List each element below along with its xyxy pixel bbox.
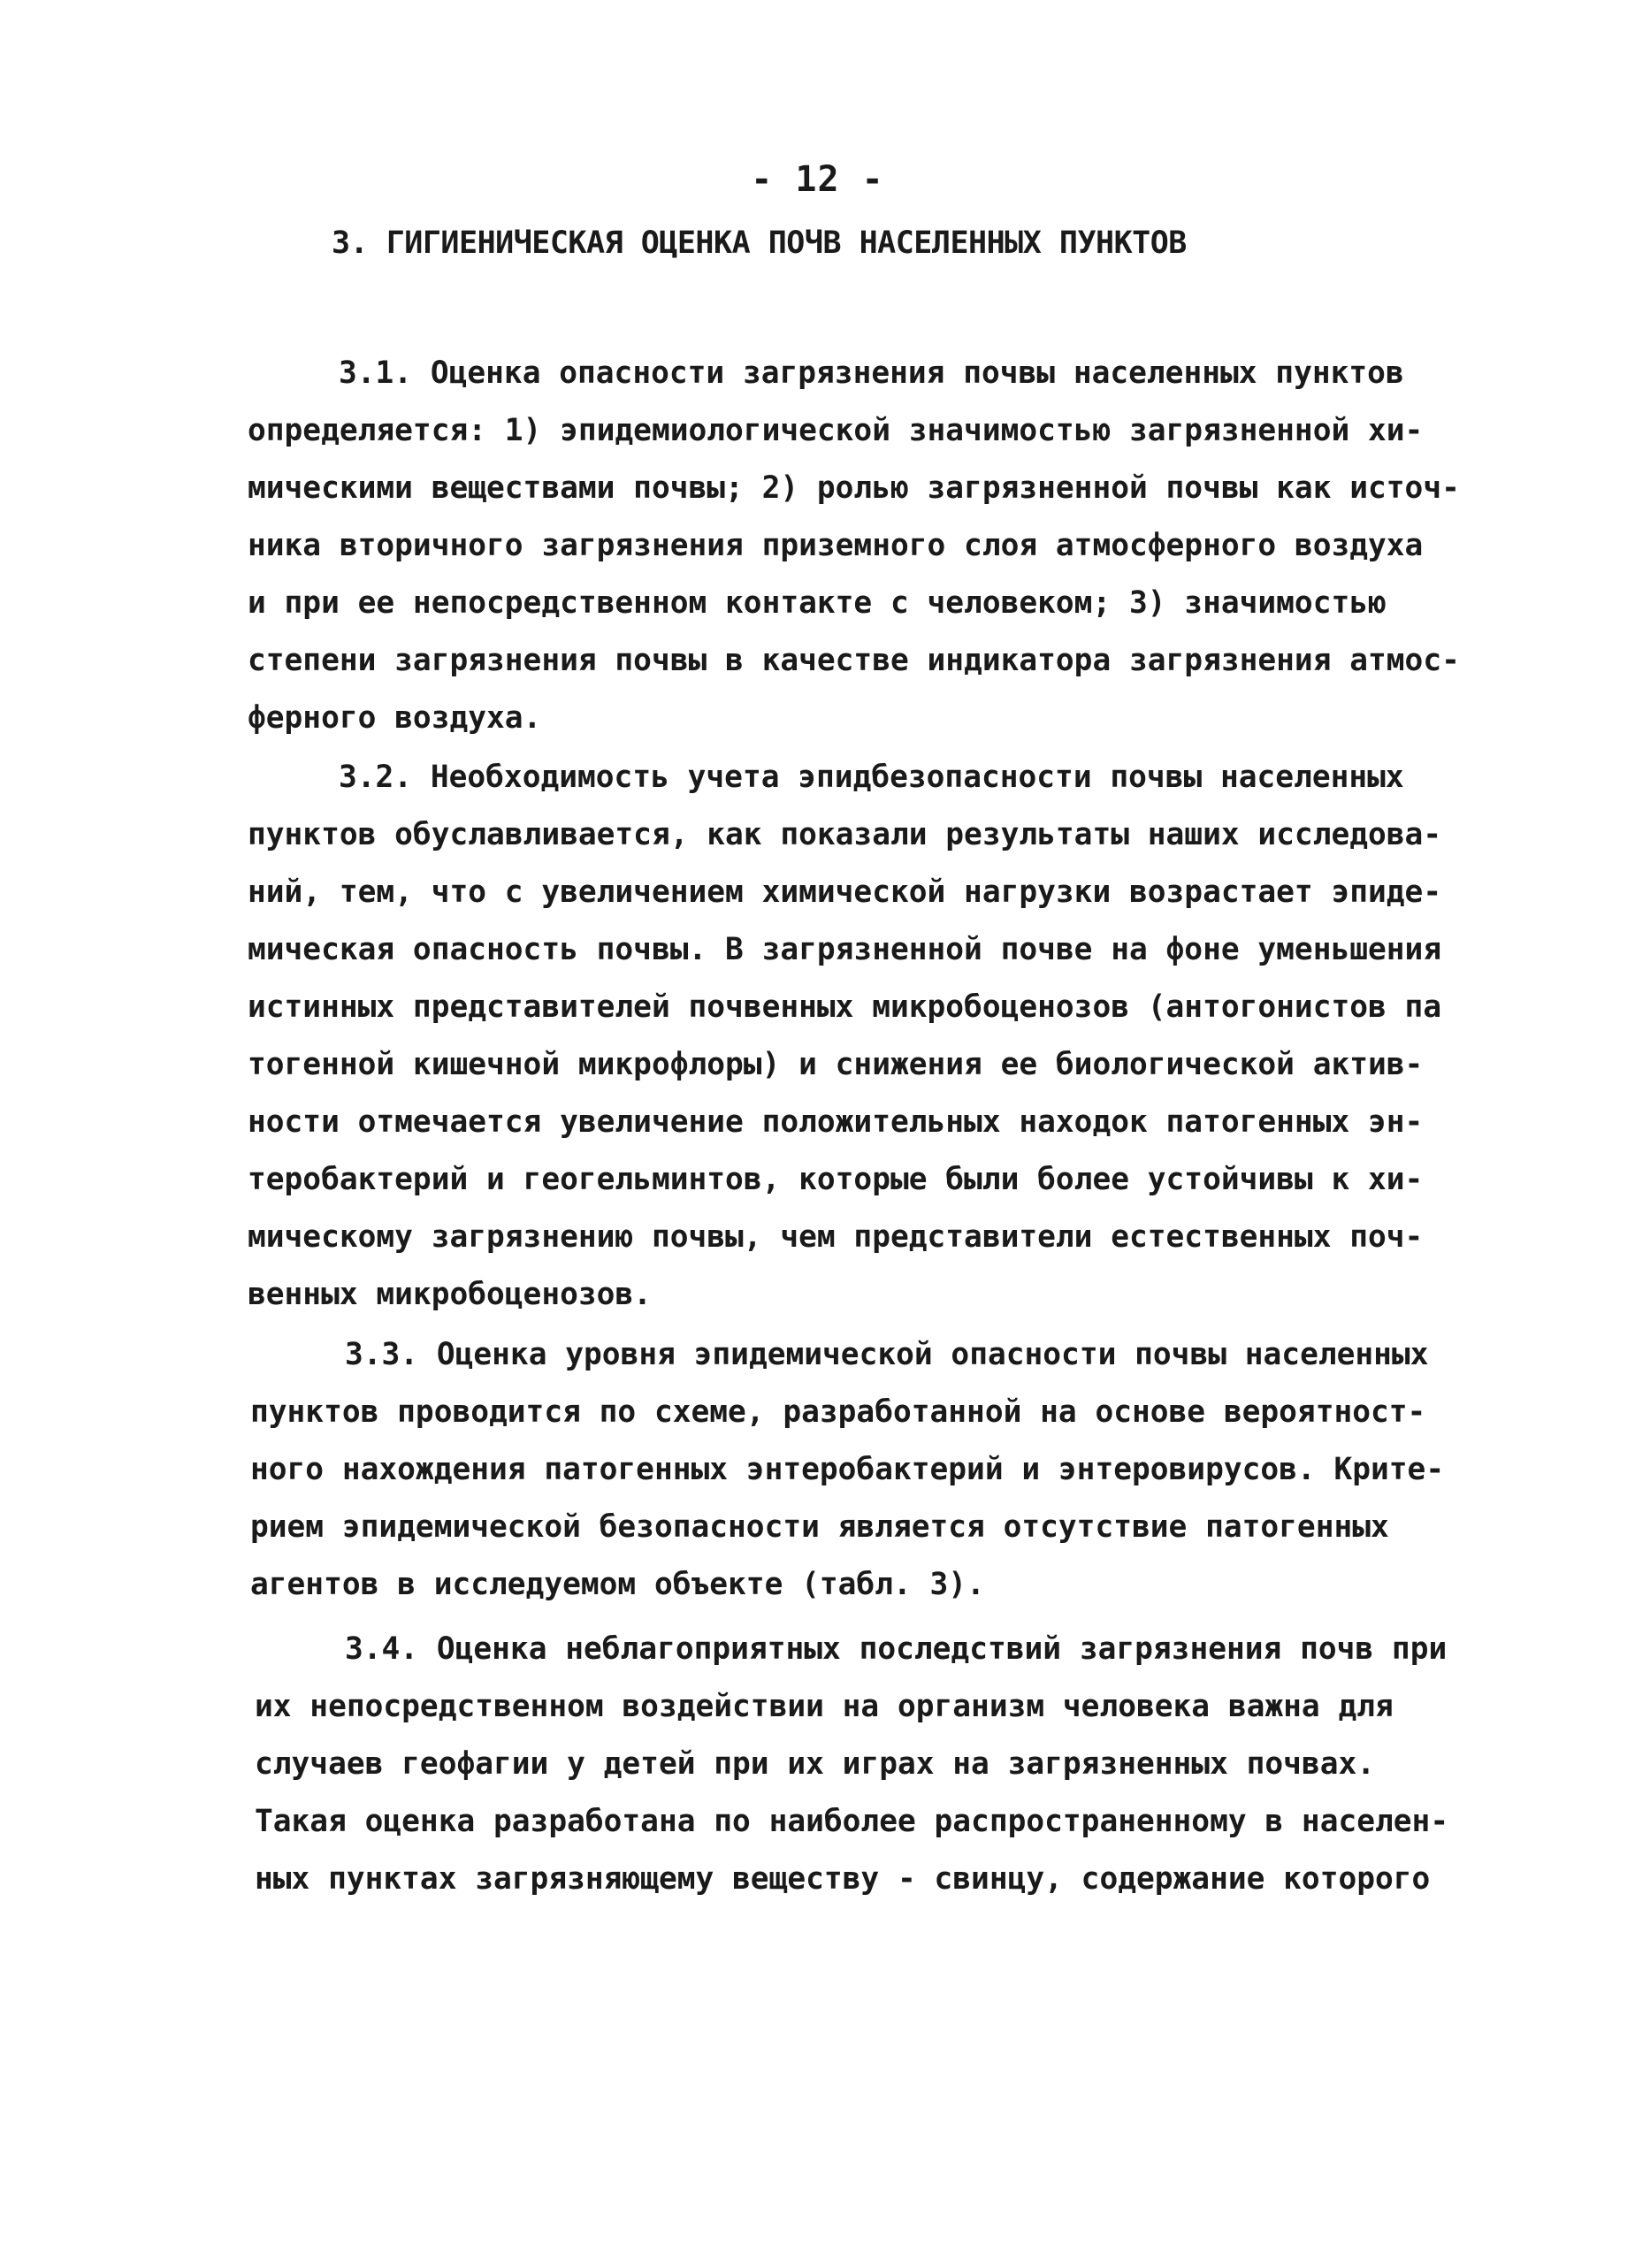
text-line: 3.2. Необходимость учета эпидбезопасности почвы населенных <box>339 760 1404 795</box>
text-line: ний, тем, что с увеличением химической нагрузки возрастает эпиде- <box>248 874 1442 910</box>
text-line: рием эпидемической безопасности является отсутствие патогенных <box>250 1509 1389 1545</box>
text-line: истинных представителей почвенных микробоценозов (антогонистов па <box>248 989 1442 1025</box>
text-line: степени загрязнения почвы в качестве индикатора загрязнения атмос- <box>248 643 1460 678</box>
text-line: ного нахождения патогенных энтеробактерий и энтеровирусов. Крите- <box>250 1452 1445 1487</box>
text-line: пунктов обуславливается, как показали результаты наших исследова- <box>248 817 1442 852</box>
text-line: ных пунктах загрязняющему веществу - свинцу, содержание которого <box>255 1861 1431 1897</box>
text-line: 3.3. Оценка уровня эпидемической опасности почвы населенных <box>345 1337 1429 1372</box>
text-line: мическая опасность почвы. В загрязненной почве на фоне уменьшения <box>248 932 1442 967</box>
text-line: венных микробоценозов. <box>248 1277 652 1312</box>
text-line: ферного воздуха. <box>248 700 542 736</box>
text-line: пунктов проводится по схеме, разработанной на основе вероятност- <box>250 1394 1426 1430</box>
text-line: Такая оценка разработана по наиболее распространенному в населен- <box>255 1804 1449 1839</box>
text-line: мическими веществами почвы; 2) ролью загрязненной почвы как источ- <box>248 470 1460 506</box>
page-number: - 12 - <box>751 159 884 200</box>
text-line: мическому загрязнению почвы, чем представители естественных поч- <box>248 1219 1424 1255</box>
text-line: теробактерий и геогельминтов, которые были более устойчивы к хи- <box>248 1162 1424 1197</box>
text-line: агентов в исследуемом объекте (табл. 3). <box>250 1567 985 1602</box>
text-line: определяется: 1) эпидемиологической значимостью загрязненной хи- <box>248 413 1424 448</box>
text-line: ности отмечается увеличение положительных находок патогенных эн- <box>248 1104 1424 1140</box>
text-line: ника вторичного загрязнения приземного слоя атмосферного воздуха <box>248 528 1424 563</box>
text-line: 3.1. Оценка опасности загрязнения почвы населенных пунктов <box>339 355 1404 391</box>
text-line: случаев геофагии у детей при их играх на загрязненных почвах. <box>255 1746 1376 1782</box>
text-line: их непосредственном воздействии на организм человека важна для <box>255 1689 1394 1724</box>
text-line: тогенной кишечной микрофлоры) и снижения ее биологической актив- <box>248 1047 1424 1082</box>
text-line: 3.4. Оценка неблагоприятных последствий загрязнения почв при <box>345 1631 1448 1667</box>
text-line: и при ее непосредственном контакте с человеком; 3) значимостью <box>248 585 1387 621</box>
section-title: 3. ГИГИЕНИЧЕСКАЯ ОЦЕНКА ПОЧВ НАСЕЛЕННЫХ ПУНКТОВ <box>332 225 1187 261</box>
